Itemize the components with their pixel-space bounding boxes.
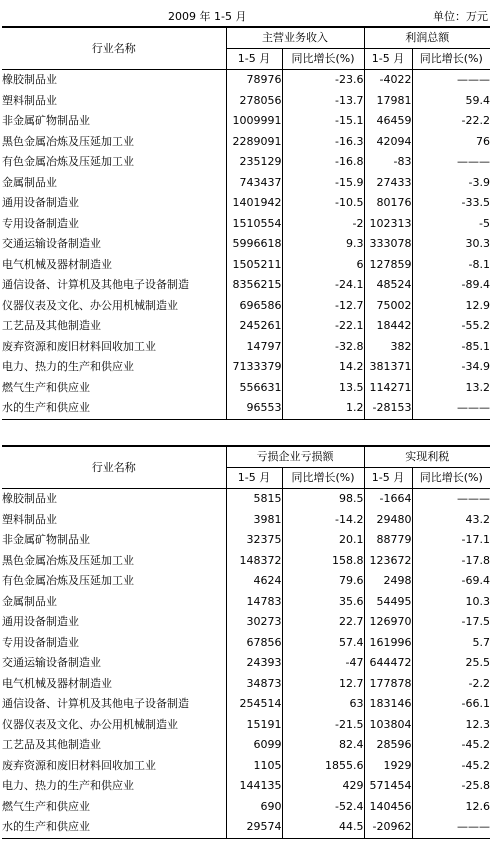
period-value-cell: 14797 xyxy=(226,337,282,358)
growth-value-cell: -5 xyxy=(412,214,490,235)
growth-value-cell: -85.1 xyxy=(412,337,490,358)
period-value-cell: 382 xyxy=(364,337,412,358)
growth-value-cell: -8.1 xyxy=(412,255,490,276)
industry-name-cell: 水的生产和供应业 xyxy=(2,398,226,419)
period-value-cell: 1510554 xyxy=(226,214,282,235)
table-row xyxy=(2,633,490,654)
subheader-growth: 同比增长(%) xyxy=(412,49,490,70)
growth-value-cell: -16.8 xyxy=(282,152,364,173)
period-value-cell: 235129 xyxy=(226,152,282,173)
growth-value-cell: -2 xyxy=(282,214,364,235)
growth-value-cell: -25.8 xyxy=(412,776,490,797)
growth-value-cell: -17.5 xyxy=(412,612,490,633)
growth-value-cell: -66.1 xyxy=(412,694,490,715)
period-value-cell: -83 xyxy=(364,152,412,173)
industry-name-cell: 交通运输设备制造业 xyxy=(2,656,101,670)
period-value-cell: 24393 xyxy=(226,653,282,674)
period-value-cell: 54495 xyxy=(364,592,412,613)
period-value-cell: 743437 xyxy=(226,173,282,194)
period-value-cell: 8356215 xyxy=(226,275,282,296)
period-value-cell: 183146 xyxy=(364,694,412,715)
period-value-cell: 1105 xyxy=(226,756,282,777)
industry-name-cell: 橡胶制品业 xyxy=(2,73,57,87)
growth-value-cell: -2.2 xyxy=(412,674,490,695)
growth-value-cell: 43.2 xyxy=(412,510,490,531)
table-row xyxy=(2,132,490,153)
industry-name-cell: 通信设备、计算机及其他电子设备制造 xyxy=(2,278,189,292)
period-value-cell: 278056 xyxy=(226,91,282,112)
growth-value-cell: 6 xyxy=(282,255,364,276)
growth-value-cell: -32.8 xyxy=(282,337,364,358)
period-value-cell: 103804 xyxy=(364,715,412,736)
growth-value-cell: -12.7 xyxy=(282,296,364,317)
industry-name-cell: 有色金属冶炼及压延加工业 xyxy=(2,155,134,169)
industry-name-cell: 电力、热力的生产和供应业 xyxy=(2,360,134,374)
table-row xyxy=(2,91,490,112)
growth-value-cell: ——— xyxy=(412,70,490,91)
growth-value-cell: -15.1 xyxy=(282,111,364,132)
growth-value-cell: 10.3 xyxy=(412,592,490,613)
growth-value-cell: 57.4 xyxy=(282,633,364,654)
growth-value-cell: 59.4 xyxy=(412,91,490,112)
growth-value-cell: ——— xyxy=(412,817,490,838)
growth-value-cell: 12.3 xyxy=(412,715,490,736)
industry-name-cell: 非金属矿物制品业 xyxy=(2,533,90,547)
industry-name-cell: 通用设备制造业 xyxy=(2,615,79,629)
growth-value-cell: 1855.6 xyxy=(282,756,364,777)
growth-value-cell: -69.4 xyxy=(412,571,490,592)
growth-value-cell: ——— xyxy=(412,398,490,419)
unit-label: 单位：万元 xyxy=(433,10,488,23)
industry-name-cell: 废弃资源和废旧材料回收加工业 xyxy=(2,758,156,772)
period-value-cell: -4022 xyxy=(364,70,412,91)
growth-value-cell: -15.9 xyxy=(282,173,364,194)
growth-value-cell: 5.7 xyxy=(412,633,490,654)
industry-name-cell: 电力、热力的生产和供应业 xyxy=(2,779,134,793)
industry-name-cell: 金属制品业 xyxy=(2,594,57,608)
growth-value-cell: -21.5 xyxy=(282,715,364,736)
period-value-cell: 5996618 xyxy=(226,234,282,255)
period-value-cell: -20962 xyxy=(364,817,412,838)
table-row xyxy=(2,337,490,358)
growth-value-cell: 13.5 xyxy=(282,378,364,399)
growth-value-cell: -33.5 xyxy=(412,193,490,214)
growth-value-cell: -23.6 xyxy=(282,70,364,91)
period-value-cell: 78976 xyxy=(226,70,282,91)
period-value-cell: 29574 xyxy=(226,817,282,838)
industry-name-cell: 黑色金属冶炼及压延加工业 xyxy=(2,553,134,567)
growth-value-cell: 79.6 xyxy=(282,571,364,592)
period-value-cell: 102313 xyxy=(364,214,412,235)
growth-value-cell: -22.2 xyxy=(412,111,490,132)
period-value-cell: 114271 xyxy=(364,378,412,399)
subheader-growth: 同比增长(%) xyxy=(282,49,364,70)
group-header-loss: 亏损企业亏损额 xyxy=(226,446,364,468)
period-value-cell: 3981 xyxy=(226,510,282,531)
growth-value-cell: -22.1 xyxy=(282,316,364,337)
period-value-cell: 15191 xyxy=(226,715,282,736)
industry-name-cell: 有色金属冶炼及压延加工业 xyxy=(2,574,134,588)
period-value-cell: 67856 xyxy=(226,633,282,654)
period-value-cell: 144135 xyxy=(226,776,282,797)
growth-value-cell: -55.2 xyxy=(412,316,490,337)
growth-value-cell: -10.5 xyxy=(282,193,364,214)
growth-value-cell: 12.9 xyxy=(412,296,490,317)
period-value-cell: 5815 xyxy=(226,489,282,510)
table-row xyxy=(2,551,490,572)
table-row xyxy=(2,173,490,194)
industry-name-cell: 工艺品及其他制造业 xyxy=(2,738,101,752)
table-row xyxy=(2,571,490,592)
industry-name-cell: 工艺品及其他制造业 xyxy=(2,319,101,333)
industry-name-cell: 塑料制品业 xyxy=(2,512,57,526)
growth-value-cell: 98.5 xyxy=(282,489,364,510)
industry-name-cell: 电气机械及器材制造业 xyxy=(2,676,112,690)
industry-name-cell: 电气机械及器材制造业 xyxy=(2,257,112,271)
growth-value-cell: -52.4 xyxy=(282,797,364,818)
period-value-cell: 32375 xyxy=(226,530,282,551)
industry-name-cell: 交通运输设备制造业 xyxy=(2,237,101,251)
group-header-tax: 实现利税 xyxy=(364,446,490,468)
period-value-cell: 80176 xyxy=(364,193,412,214)
period-value-cell: 1505211 xyxy=(226,255,282,276)
industry-name-header: 行业名称 xyxy=(2,27,226,70)
growth-value-cell: -45.2 xyxy=(412,756,490,777)
period-value-cell: 161996 xyxy=(364,633,412,654)
growth-value-cell: -24.1 xyxy=(282,275,364,296)
period-value-cell: 333078 xyxy=(364,234,412,255)
industry-name-header: 行业名称 xyxy=(2,446,226,489)
subheader-growth: 同比增长(%) xyxy=(282,468,364,489)
growth-value-cell: 82.4 xyxy=(282,735,364,756)
period-value-cell: 18442 xyxy=(364,316,412,337)
period-value-cell: 123672 xyxy=(364,551,412,572)
period-value-cell: 75002 xyxy=(364,296,412,317)
table-row xyxy=(2,193,490,214)
period-value-cell: -1664 xyxy=(364,489,412,510)
growth-value-cell: -3.9 xyxy=(412,173,490,194)
period-value-cell: 556631 xyxy=(226,378,282,399)
growth-value-cell: -47 xyxy=(282,653,364,674)
industry-name-cell: 仪器仪表及文化、办公用机械制造业 xyxy=(2,717,178,731)
period-value-cell: 17981 xyxy=(364,91,412,112)
growth-value-cell: 30.3 xyxy=(412,234,490,255)
growth-value-cell: 35.6 xyxy=(282,592,364,613)
period-value-cell: 27433 xyxy=(364,173,412,194)
growth-value-cell: 9.3 xyxy=(282,234,364,255)
table-row xyxy=(2,357,490,378)
table-row xyxy=(2,378,490,399)
period-value-cell: 2289091 xyxy=(226,132,282,153)
group-header-revenue: 主营业务收入 xyxy=(226,27,364,49)
industry-name-cell: 仪器仪表及文化、办公用机械制造业 xyxy=(2,298,178,312)
table-row xyxy=(2,275,490,296)
table-row xyxy=(2,776,490,797)
subheader-growth: 同比增长(%) xyxy=(412,468,490,489)
industry-name-cell: 非金属矿物制品业 xyxy=(2,114,90,128)
period-value-cell: 644472 xyxy=(364,653,412,674)
table-caption xyxy=(0,0,490,26)
table-row xyxy=(2,510,490,531)
growth-value-cell: 1.2 xyxy=(282,398,364,419)
period-value-cell: 34873 xyxy=(226,674,282,695)
industry-name-cell: 通用设备制造业 xyxy=(2,196,79,210)
table-row xyxy=(2,152,490,173)
industry-name-cell: 燃气生产和供应业 xyxy=(2,380,90,394)
industry-name-cell: 专用设备制造业 xyxy=(2,216,79,230)
period-value-cell: 6099 xyxy=(226,735,282,756)
growth-value-cell: 12.6 xyxy=(412,797,490,818)
growth-value-cell: 25.5 xyxy=(412,653,490,674)
period-value-cell: 571454 xyxy=(364,776,412,797)
period-value-cell: 48524 xyxy=(364,275,412,296)
period-value-cell: 696586 xyxy=(226,296,282,317)
table-row xyxy=(2,674,490,695)
period-value-cell: 7133379 xyxy=(226,357,282,378)
growth-value-cell: -16.3 xyxy=(282,132,364,153)
group-header-profit: 利润总额 xyxy=(364,27,490,49)
growth-value-cell: -13.7 xyxy=(282,91,364,112)
period-value-cell: 30273 xyxy=(226,612,282,633)
period-value-cell: 14783 xyxy=(226,592,282,613)
industry-name-cell: 黑色金属冶炼及压延加工业 xyxy=(2,134,134,148)
period-value-cell: 46459 xyxy=(364,111,412,132)
industry-name-cell: 专用设备制造业 xyxy=(2,635,79,649)
growth-value-cell: -14.2 xyxy=(282,510,364,531)
industry-name-cell: 水的生产和供应业 xyxy=(2,817,226,838)
growth-value-cell: 76 xyxy=(412,132,490,153)
growth-value-cell: 20.1 xyxy=(282,530,364,551)
growth-value-cell: 63 xyxy=(282,694,364,715)
table-row xyxy=(2,234,490,255)
subheader-period: 1-5 月 xyxy=(226,468,282,489)
period-value-cell: 245261 xyxy=(226,316,282,337)
period-label: 2009 年 1-5 月 xyxy=(168,10,247,23)
period-value-cell: 28596 xyxy=(364,735,412,756)
period-value-cell: 96553 xyxy=(226,398,282,419)
growth-value-cell: -45.2 xyxy=(412,735,490,756)
table-row xyxy=(2,797,490,818)
table-row xyxy=(2,817,490,838)
table-row xyxy=(2,756,490,777)
period-value-cell: 88779 xyxy=(364,530,412,551)
period-value-cell: 254514 xyxy=(226,694,282,715)
industry-name-cell: 塑料制品业 xyxy=(2,93,57,107)
industry-name-cell: 橡胶制品业 xyxy=(2,492,57,506)
table-row xyxy=(2,612,490,633)
table-row xyxy=(2,715,490,736)
growth-value-cell: 13.2 xyxy=(412,378,490,399)
period-value-cell: -28153 xyxy=(364,398,412,419)
revenue-profit-table xyxy=(2,26,490,420)
period-value-cell: 1009991 xyxy=(226,111,282,132)
table-row xyxy=(2,735,490,756)
industry-name-cell: 废弃资源和废旧材料回收加工业 xyxy=(2,339,156,353)
table-row xyxy=(2,653,490,674)
table-row xyxy=(2,694,490,715)
period-value-cell: 690 xyxy=(226,797,282,818)
growth-value-cell: 44.5 xyxy=(282,817,364,838)
subheader-period: 1-5 月 xyxy=(226,49,282,70)
growth-value-cell: 158.8 xyxy=(282,551,364,572)
growth-value-cell: 14.2 xyxy=(282,357,364,378)
period-value-cell: 1929 xyxy=(364,756,412,777)
growth-value-cell: 22.7 xyxy=(282,612,364,633)
period-value-cell: 4624 xyxy=(226,571,282,592)
table-row xyxy=(2,255,490,276)
growth-value-cell: ——— xyxy=(412,489,490,510)
table-row xyxy=(2,111,490,132)
period-value-cell: 126970 xyxy=(364,612,412,633)
table-row xyxy=(2,296,490,317)
period-value-cell: 381371 xyxy=(364,357,412,378)
industry-name-cell: 通信设备、计算机及其他电子设备制造 xyxy=(2,697,189,711)
period-value-cell: 127859 xyxy=(364,255,412,276)
subheader-period: 1-5 月 xyxy=(364,49,412,70)
period-value-cell: 1401942 xyxy=(226,193,282,214)
industry-name-cell: 燃气生产和供应业 xyxy=(2,799,90,813)
table-row xyxy=(2,214,490,235)
table-row xyxy=(2,316,490,337)
growth-value-cell: -34.9 xyxy=(412,357,490,378)
growth-value-cell: 429 xyxy=(282,776,364,797)
period-value-cell: 2498 xyxy=(364,571,412,592)
growth-value-cell: -17.1 xyxy=(412,530,490,551)
table-row xyxy=(2,489,490,510)
subheader-period: 1-5 月 xyxy=(364,468,412,489)
table-row xyxy=(2,592,490,613)
period-value-cell: 29480 xyxy=(364,510,412,531)
period-value-cell: 140456 xyxy=(364,797,412,818)
period-value-cell: 177878 xyxy=(364,674,412,695)
growth-value-cell: ——— xyxy=(412,152,490,173)
loss-tax-table xyxy=(2,445,490,839)
period-value-cell: 42094 xyxy=(364,132,412,153)
growth-value-cell: -89.4 xyxy=(412,275,490,296)
table-row xyxy=(2,398,490,419)
table-row xyxy=(2,70,490,91)
period-value-cell: 148372 xyxy=(226,551,282,572)
industry-name-cell: 金属制品业 xyxy=(2,175,57,189)
growth-value-cell: -17.8 xyxy=(412,551,490,572)
growth-value-cell: 12.7 xyxy=(282,674,364,695)
table-row xyxy=(2,530,490,551)
